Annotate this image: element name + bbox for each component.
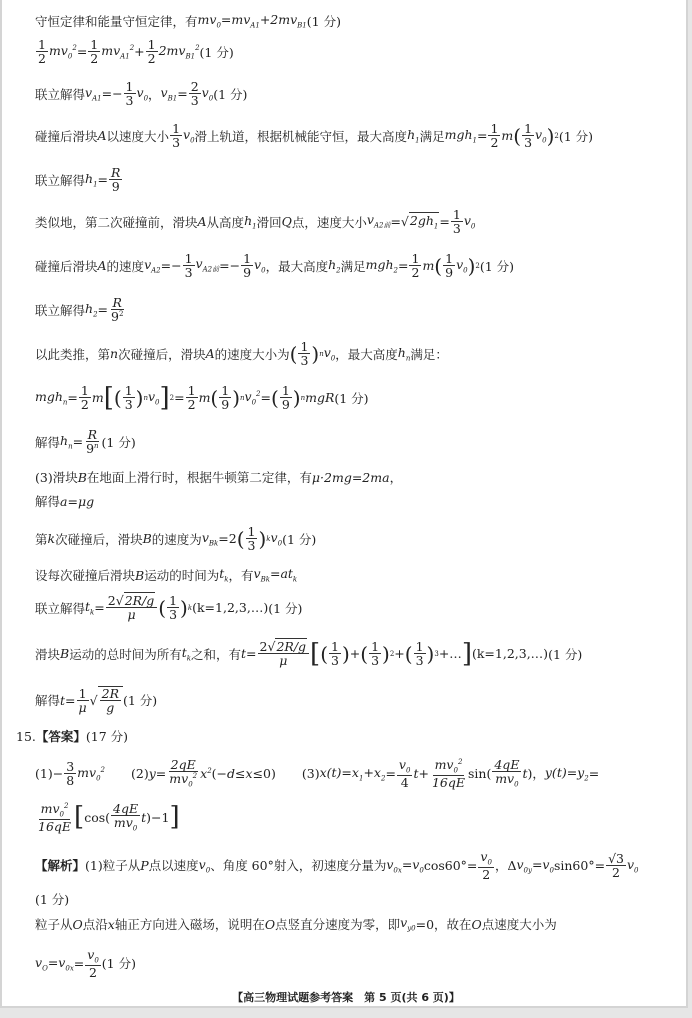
eq-line-h1-condition: 碰撞后滑块 A 以速度大小 $\frac{1}{3}$ $v_0$ 滑上轨道，根据机械能守恒，最大高度 $h_1$ 满足 mgh$_1$ = $\frac{1}{2}$ m ( $\frac{1}{3}$ $v_0$ ) 2 (1 分) — [35, 121, 594, 151]
analysis-tag: 【解析】 — [35, 858, 86, 874]
text: 点，速度大小 — [291, 214, 367, 230]
eq-line-nth-collision: 以此类推，第 n 次碰撞后，滑块 A 的速度大小为 ( $\frac{1}{3}$ ) n $v_0$ ，最大高度 $h_n$ 满足： — [35, 339, 448, 369]
text: 碰撞后滑块 — [35, 128, 98, 144]
eq-line-momentum: 守恒定律和能量守恒定律，有 $mv_0=mv_{A1}+2mv_{B1}$ (1 分) — [35, 12, 341, 30]
text: 运动的时间为 — [144, 568, 220, 583]
text: 满足 — [419, 128, 445, 144]
text: ，有 — [228, 568, 254, 583]
q15-analysis-3: $v_O=v_{0x}$ = $\frac{v_0}{2}$ (1 分) — [35, 947, 136, 980]
text: 的速度 — [106, 258, 145, 274]
score: (1 分) — [268, 600, 303, 616]
text: B — [142, 531, 152, 547]
eq-line-h2-condition: 碰撞后滑块 A 的速度 $v_{A2}$ =− $\frac{1}{3}$ $v_{A2前}$ =− $\frac{1}{9}$ $v_0$ ，最大高度 $h_2$ 满足 mgh$_2$ = $\frac{1}{2}$ m ( $\frac{1}{9}$ $v_0$ ) 2 (1 分) — [35, 251, 515, 281]
text: ，最大高度 — [265, 258, 329, 274]
text: O — [471, 916, 482, 932]
text: 之和，有 — [191, 646, 242, 662]
q15-answers: (1)− $\frac{3}{8}$ $mv_0^2$ (2) y = $\frac{2qE}{mv_0^2}$ $x^2$ (− d ≤ x ≤0) (3) $x(t)=x_1+x_2$ = $\frac{v_0}{4}$ t + $\frac{mv_0^2}{16qE}$ sin( $\frac{4qE}{mv_0}$ t )， $y(t)=y_2$ = — [35, 757, 600, 790]
eq-line-energy: $\frac{1}{2}$ $mv_0^2$ = $\frac{1}{2}$ $mv_{A1}^2$ + $\frac{1}{2}$ $2mv_{B1}^2$ (1 分) — [38, 37, 234, 67]
text: 碰撞后滑块 — [35, 258, 98, 274]
text: 解得 — [35, 494, 61, 509]
score: (1 分) — [282, 531, 317, 547]
text: (3)滑块 — [35, 470, 78, 485]
text: 的速度大小为 — [214, 346, 290, 362]
text: A — [205, 346, 215, 362]
text: ，最大高度 — [335, 346, 398, 362]
text: 点竖直分速度为零，即 — [275, 917, 401, 932]
text: O — [72, 916, 83, 932]
text: 联立解得 — [35, 600, 86, 616]
score: (1 分) — [101, 434, 136, 450]
eq-line-h1: 联立解得 $h_1$ = $\frac{R}{9}$ — [35, 165, 121, 195]
text: 的速度为 — [151, 531, 202, 547]
eq-line-a: 解得 a=μg — [35, 493, 95, 509]
eq-line-hn: 解得 $h_n$ = $\frac{R}{9^n}$ (1 分) — [35, 427, 136, 457]
text: 在地面上滑行时，根据牛顿第二定律，有 — [86, 470, 312, 485]
score: (1 分) — [558, 128, 594, 144]
eq-line-h2: 联立解得 $h_2$ = $\frac{R}{9^2}$ — [35, 295, 124, 325]
eq-line-t-result: 解得 t = $\frac{1}{\mu}$ √ $\frac{2R}{g}$ (1 分) — [35, 685, 158, 716]
text: 点沿 — [82, 917, 108, 932]
text: (1)− — [35, 765, 64, 781]
text: A — [97, 128, 107, 144]
eq-line-mghn: mgh$_n$ = $\frac{1}{2}$ m [ ( $\frac{1}{3}$ ) n $v_0$ ] 2 = $\frac{1}{2}$ m ( $\frac{1}{9}$ ) n $v_0^2$ = ( $\frac{1}{9}$ ) n mgR (1 分) — [35, 382, 369, 413]
text: 运动的总时间为所有 — [69, 646, 182, 662]
text: 第 — [35, 531, 48, 547]
text: 满足： — [410, 346, 448, 362]
q15-analysis-1: 【解析】 (1)粒子从 P 点以速度 $v_0$ 、角度 60°射入，初速度分量为 $v_{0x}=v_0$ cos60°= $\frac{v_0}{2}$ ，Δ $v_{0y}=v_0$ sin60°= $\frac{√3}{2}$ $v_0$ — [35, 849, 639, 882]
eq-line-solve-v: 联立解得 $v_{A1}$ =− $\frac{1}{3}$ $v_0$ ， $v_{B1}$ = $\frac{2}{3}$ $v_0$ (1 分) — [35, 79, 248, 109]
text: 设每次碰撞后滑块 — [35, 568, 136, 583]
text: B — [77, 469, 87, 485]
score: (1 分) — [548, 646, 583, 662]
text: 粒子从 — [35, 917, 73, 932]
score: (1 分) — [213, 86, 248, 102]
text: 点以速度 — [148, 858, 199, 874]
text: x — [107, 916, 115, 932]
text: 从高度 — [206, 214, 245, 230]
score: (1 分) — [306, 14, 341, 29]
q15-answers-cont: $\frac{mv_0^2}{16qE}$ [ cos( $\frac{4qE}{mv_0}$ t )−1 ] — [38, 801, 180, 834]
text: 以此类推，第 — [35, 346, 111, 362]
score: (1 分) — [101, 956, 136, 972]
text: 联立解得 — [35, 302, 86, 318]
text: (k=1,2,3,…) — [471, 646, 549, 662]
text: (1)粒子从 — [85, 858, 141, 874]
text: ， — [389, 470, 403, 485]
text: 满足 — [340, 258, 366, 274]
text: 次碰撞后，滑块 — [55, 531, 143, 547]
score: (1 分) — [123, 693, 158, 709]
eq-line-newton: (3)滑块 B 在地面上滑行时，根据牛顿第二定律，有 μ·2mg=2ma ， — [35, 469, 403, 485]
q15-analysis-1-score — [35, 890, 69, 908]
text: Q — [281, 214, 292, 230]
text: (3) — [301, 765, 320, 781]
text: 滑块 — [35, 646, 61, 662]
points: (17 分) — [85, 729, 129, 744]
q15-heading — [16, 727, 128, 745]
text: B — [135, 567, 145, 583]
eq-line-tk: 联立解得 $t_k$ = $\frac{2√2R/g}{\mu}$ ( $\frac{1}{3}$ ) k (k=1,2,3,…) (1 分) — [35, 593, 303, 623]
score: (1 分) — [334, 390, 369, 406]
answer-tag: 【答案】 — [35, 729, 86, 744]
text: 联立解得 — [35, 86, 86, 102]
q15-analysis-2: 粒子从 O 点沿 x 轴正方向进入磁场，说明在 O 点竖直分速度为零，即 $v_{y0}$ =0，故在 O 点速度大小为 — [35, 915, 557, 933]
text: 滑回 — [256, 214, 282, 230]
question-number: 15. — [16, 728, 36, 744]
text: 以速度大小 — [106, 128, 170, 144]
text: (2) — [131, 765, 149, 781]
text: P — [140, 857, 149, 873]
text: 解得 — [35, 434, 61, 450]
text: 守恒定律和能量守恒定律，有 — [35, 14, 198, 29]
text: 联立解得 — [35, 172, 86, 188]
eq-line-total-t: 滑块 B 运动的总时间为所有 $t_k$ 之和，有 t = $\frac{2√2R/g}{\mu}$ [ ( $\frac{1}{3}$ ) + ( $\frac{1}{3}$ ) 2 + ( $\frac{1}{3}$ ) 3 +… ] (k=1,2,3,…) (1 分) — [35, 638, 583, 669]
text: A — [97, 258, 107, 274]
eq-line-tk-def: 设每次碰撞后滑块 B 运动的时间为 $t_k$ ，有 $v_{Bk}=at_k$ — [35, 566, 298, 584]
text: 滑上轨道，根据机械能守恒，最大高度 — [194, 128, 408, 144]
text: =0，故在 — [415, 917, 472, 932]
score: (1 分) — [479, 258, 515, 274]
text: 、角度 60°射入，初速度分量为 — [210, 858, 387, 874]
text: B — [60, 646, 70, 662]
score: (1 分) — [199, 44, 234, 60]
text: (k=1,2,3,…) — [192, 600, 269, 616]
text: A — [197, 214, 207, 230]
eq-line-vA2-before: 类似地，第二次碰撞前，滑块 A 从高度 $h_1$ 滑回 Q 点，速度大小 $v_{A2前}$ =√ $2gh_1$ = $\frac{1}{3}$ $v_0$ — [35, 207, 476, 237]
text: k — [47, 531, 56, 547]
text: 解得 — [35, 693, 61, 709]
text: 轴正方向进入磁场，说明在 — [114, 917, 265, 932]
page-footer: 【高三物理试题参考答案 第 5 页(共 6 页)】 — [232, 991, 460, 1004]
score: (1 分) — [35, 892, 70, 907]
text: 点速度大小为 — [481, 917, 557, 932]
text: 次碰撞后，滑块 — [118, 346, 206, 362]
text: O — [264, 916, 276, 932]
eq-line-vBk: 第 k 次碰撞后，滑块 B 的速度为 $v_{Bk}$ =2 ( $\frac{1}{3}$ ) k $v_0$ (1 分) — [35, 524, 317, 554]
text: 类似地，第二次碰撞前，滑块 — [35, 214, 198, 230]
text: n — [110, 346, 119, 362]
